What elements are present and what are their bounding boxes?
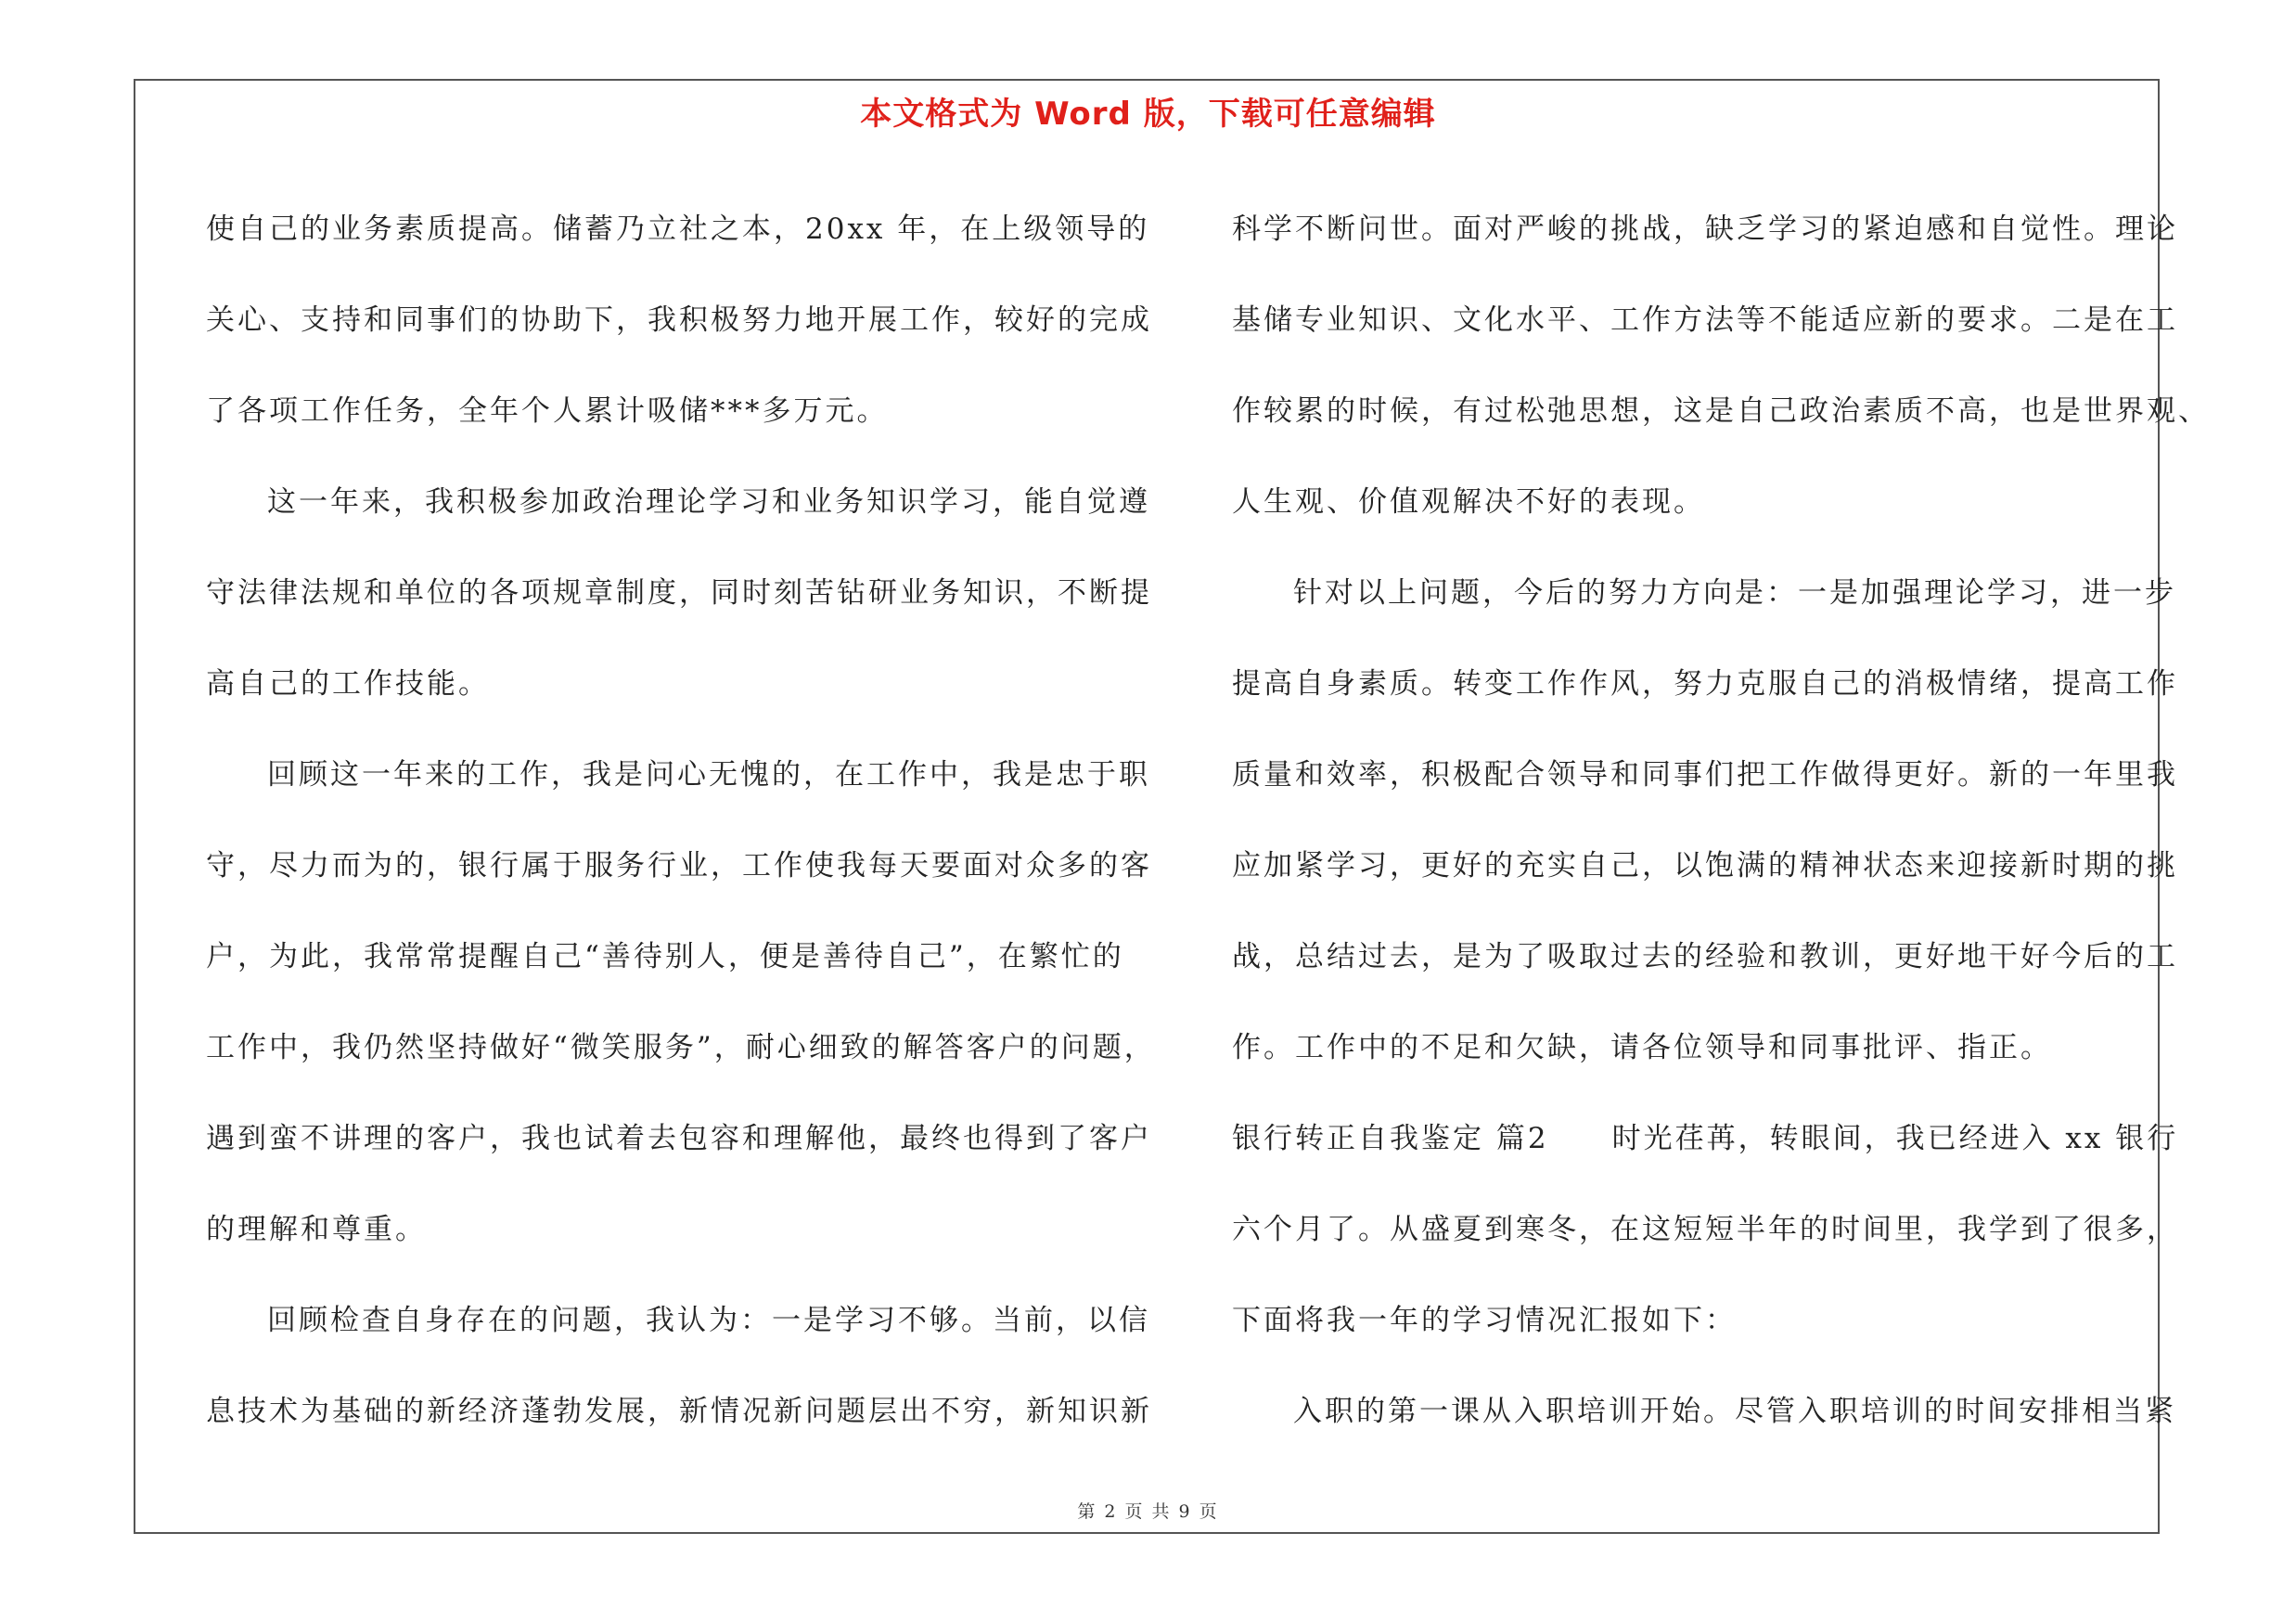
paragraph-start-line: 针对以上问题，今后的努力方向是：一是加强理论学习，进一步 bbox=[1293, 576, 2176, 610]
text-line: 的理解和尊重。 bbox=[206, 1213, 427, 1246]
text-line: 守，尽力而为的，银行属于服务行业，工作使我每天要面对众多的客 bbox=[206, 849, 1152, 882]
text-line: 提高自身素质。转变工作作风，努力克服自己的消极情绪，提高工作 bbox=[1232, 667, 2178, 701]
text-line: 基储专业知识、文化水平、工作方法等不能适应新的要求。二是在工 bbox=[1232, 303, 2178, 337]
header-banner: 本文格式为 Word 版，下载可任意编辑 bbox=[860, 96, 1436, 133]
text-line: 守法律法规和单位的各项规章制度，同时刻苦钻研业务知识，不断提 bbox=[206, 576, 1152, 610]
text-line: 下面将我一年的学习情况汇报如下： bbox=[1232, 1304, 1737, 1337]
text-line: 遇到蛮不讲理的客户，我也试着去包容和理解他，最终也得到了客户 bbox=[206, 1122, 1152, 1155]
right-column bbox=[1232, 184, 2210, 1457]
text-line: 工作中，我仍然坚持做好“微笑服务”，耐心细致的解答客户的问题， bbox=[206, 1031, 1156, 1064]
text-line: 质量和效率，积极配合领导和同事们把工作做得更好。新的一年里我 bbox=[1232, 758, 2178, 792]
paragraph-start-line: 入职的第一课从入职培训开始。尽管入职培训的时间安排相当紧 bbox=[1293, 1395, 2176, 1428]
page-number-footer: 第 2 页 共 9 页 bbox=[1077, 1501, 1219, 1522]
text-line: 作。工作中的不足和欠缺，请各位领导和同事批评、指正。 bbox=[1232, 1031, 2052, 1064]
text-line: 六个月了。从盛夏到寒冬，在这短短半年的时间里，我学到了很多， bbox=[1232, 1213, 2178, 1246]
left-column bbox=[206, 184, 1156, 1457]
paragraph-start-line: 回顾检查自身存在的问题，我认为：一是学习不够。当前，以信 bbox=[267, 1304, 1150, 1337]
text-line: 战，总结过去，是为了吸取过去的经验和教训，更好地干好今后的工 bbox=[1232, 940, 2178, 973]
text-line: 作较累的时候，有过松弛思想，这是自己政治素质不高，也是世界观、 bbox=[1232, 394, 2210, 428]
text-line: 使自己的业务素质提高。储蓄乃立社之本，20xx 年，在上级领导的 bbox=[206, 213, 1150, 246]
text-line: 关心、支持和同事们的协助下，我积极努力地开展工作，较好的完成 bbox=[206, 303, 1152, 337]
text-line: 户，为此，我常常提醒自己“善待别人，便是善待自己”，在繁忙的 bbox=[206, 940, 1124, 973]
paragraph-start-line: 这一年来，我积极参加政治理论学习和业务知识学习，能自觉遵 bbox=[267, 485, 1150, 519]
text-line: 应加紧学习，更好的充实自己，以饱满的精神状态来迎接新时期的挑 bbox=[1232, 849, 2178, 882]
text-line: 高自己的工作技能。 bbox=[206, 667, 490, 701]
text-line: 息技术为基础的新经济蓬勃发展，新情况新问题层出不穷，新知识新 bbox=[206, 1395, 1152, 1428]
text-line: 了各项工作任务，全年个人累计吸储***多万元。 bbox=[206, 394, 889, 428]
paragraph-start-line: 回顾这一年来的工作，我是问心无愧的，在工作中，我是忠于职 bbox=[267, 758, 1150, 792]
text-line: 科学不断问世。面对严峻的挑战，缺乏学习的紧迫感和自觉性。理论 bbox=[1232, 213, 2178, 246]
section-heading-line: 银行转正自我鉴定 篇2 时光荏苒，转眼间，我已经进入 xx 银行 bbox=[1232, 1122, 2179, 1155]
text-line: 人生观、价值观解决不好的表现。 bbox=[1232, 485, 1705, 519]
